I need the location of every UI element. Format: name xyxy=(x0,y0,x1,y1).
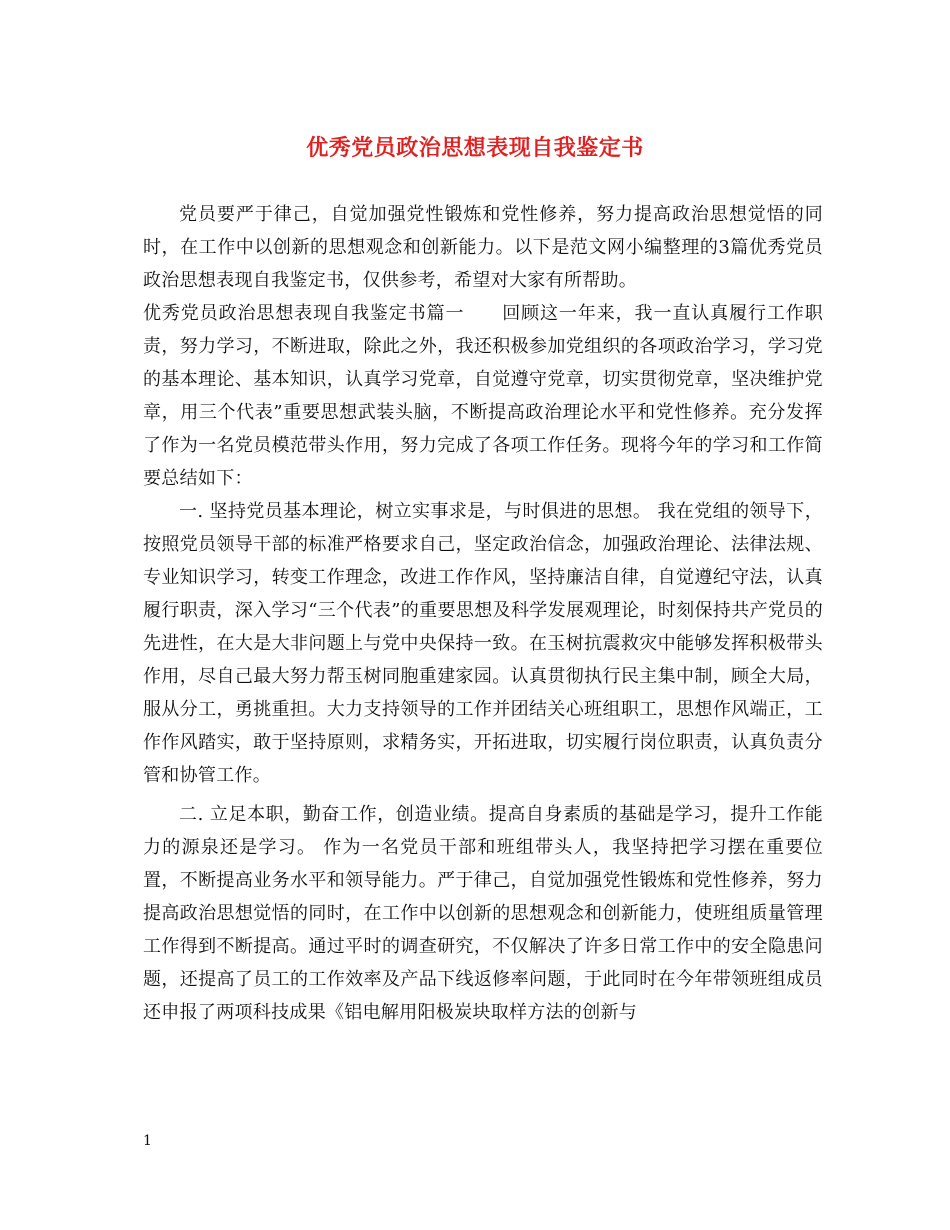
document-body xyxy=(143,198,823,1029)
point-one-paragraph: 一. 坚持党员基本理论，树立实事求是，与时俱进的思想。 我在党组的领导下，按照党员领导干部的标准严格要求自己，坚定政治信念，加强政治理论、法律法规、专业知识学习，转变工作理念，改进工作作风，坚持廉洁自律，自觉遵纪守法，认真履行职责，深入学习“三个代表”的重要思想及科学发展观理论，时刻保持共产党员的先进性，在大是大非问题上与党中央保持一致。在玉树抗震救灾中能够发挥积极带头作用，尽自己最大努力帮玉树同胞重建家园。认真贯彻执行民主集中制，顾全大局，服从分工，勇挑重担。大力支持领导的工作并团结关心班组职工，思想作风端正，工作作风踏实，敢于坚持原则，求精务实，开拓进取，切实履行岗位职责，认真负责分管和协管工作。 xyxy=(143,501,823,786)
point-two-paragraph: 二. 立足本职，勤奋工作，创造业绩。提高自身素质的基础是学习，提升工作能力的源泉还是学习。 作为一名党员干部和班组带头人，我坚持把学习摆在重要位置，不断提高业务水平和领导能力。严于律己，自觉加强党性锻炼和党性修养，努力提高政治思想觉悟的同时，在工作中以创新的思想观念和创新能力，使班组质量管理工作得到不断提高。通过平时的调查研究，不仅解决了许多日常工作中的安全隐患问题，还提高了员工的工作效率及产品下线返修率问题，于此同时在今年带领班组成员还申报了两项科技成果《铝电解用阳极炭块取样方法的创新与 xyxy=(143,804,823,1023)
section-one-heading-paragraph: 优秀党员政治思想表现自我鉴定书篇一 回顾这一年来，我一直认真履行工作职责，努力学习，不断进取，除此之外，我还积极参加党组织的各项政治学习，学习党的基本理论、基本知识，认真学习党章，自觉遵守党章，切实贯彻党章，坚决维护党章，用三个代表”重要思想武装头脑，不断提高政治理论水平和党性修养。充分发挥了作为一名党员模范带头作用，努力完成了各项工作任务。现将今年的学习和工作简要总结如下： xyxy=(143,303,823,489)
page-number: 1 xyxy=(143,1133,152,1149)
intro-paragraph: 党员要严于律己，自觉加强党性锻炼和党性修养，努力提高政治思想觉悟的同时，在工作中以创新的思想观念和创新能力。以下是范文网小编整理的3篇优秀党员政治思想表现自我鉴定书，仅供参考，希望对大家有所帮助。 xyxy=(143,204,823,291)
page-title: 优秀党员政治思想表现自我鉴定书 xyxy=(306,135,644,161)
